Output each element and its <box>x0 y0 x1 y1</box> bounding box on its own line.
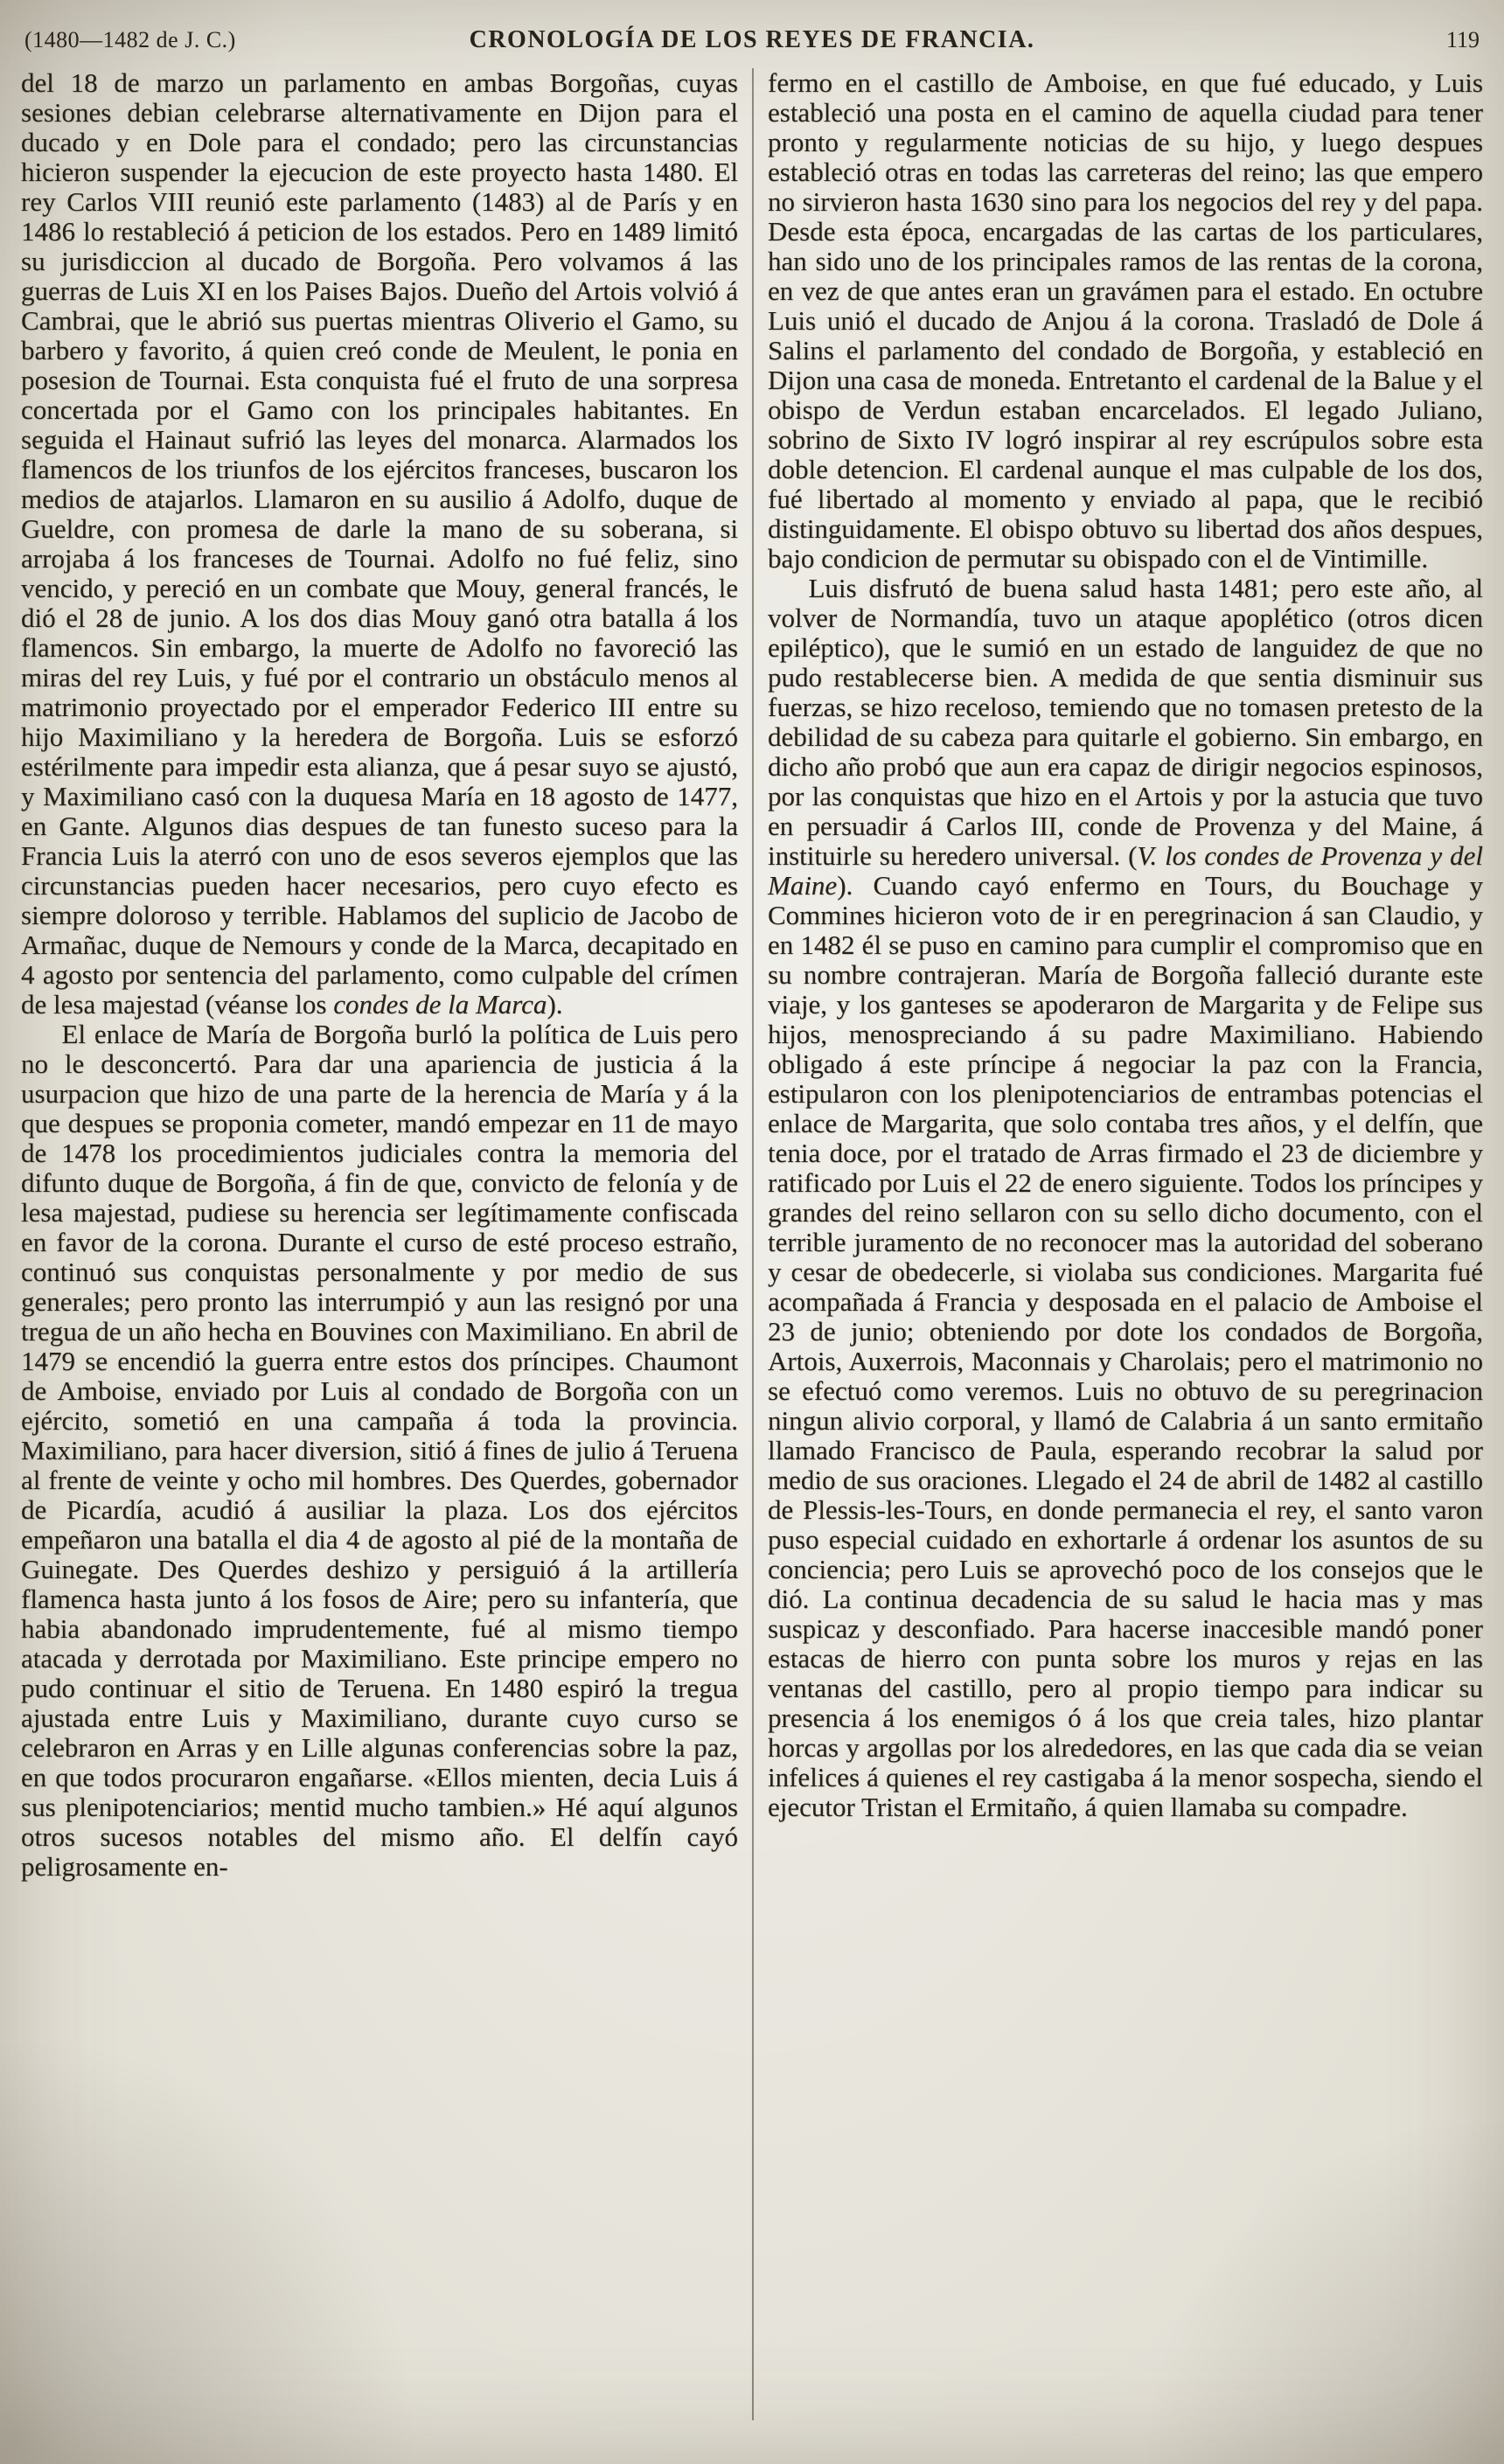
paragraph-text: ). <box>547 989 563 1020</box>
header-date-range: (1480—1482 de J. C.) <box>24 27 236 52</box>
header-page-number: 119 <box>1445 27 1480 52</box>
paragraph <box>21 68 738 1020</box>
running-header <box>21 26 1483 54</box>
paragraph: fermo en el castillo de Amboise, en que fué educado, y Luis estableció una posta en el camino de aquella ciudad para tener pronto y regularmente noticias de su hijo, y luego despues estableció otras en todas las carreteras del reino; las que empero no sirvieron hasta 1630 sino para los negocios del rey y del papa. Desde esta época, encargadas de las cartas de los particulares, han sido uno de los principales ramos de las rentas de la corona, en vez de que antes eran un gravámen para el estado. En octubre Luis unió el ducado de Anjou á la corona. Trasladó de Dole á Salins el parlamento del condado de Borgoña, y estableció en Dijon una casa de moneda. Entretanto el cardenal de la Balue y el obispo de Verdun estaban encarcelados. El legado Juliano, sobrino de Sixto IV logró inspirar al rey escrúpulos sobre esta doble detencion. El cardenal aunque el mas culpable de los dos, fué libertado al momento y enviado al papa, que le recibió distinguidamente. El obispo obtuvo su libertad dos años despues, bajo condicion de permutar su obispado con el de Vintimille. <box>768 67 1483 574</box>
italic-citation: V. los condes de Provenza y del Maine <box>768 840 1483 901</box>
text-columns <box>21 68 1483 2420</box>
column-left <box>21 68 752 2420</box>
paragraph-text: del 18 de marzo un parlamento en ambas Borgoñas, cuyas sesiones debian celebrarse alternativamente en Dijon para el ducado y en Dole para el condado; pero las circunstancias hicieron suspender la ejecucion de este proyecto hasta 1480. El rey Carlos VIII reunió este parlamento (1483) al de París y en 1486 lo restableció á peticion de los estados. Pero en 1489 limitó su jurisdiccion al ducado de Borgoña. Pero volvamos á las guerras de Luis XI en los Paises Bajos. Dueño del Artois volvió á Cambrai, que le abrió sus puertas mientras Oliverio el Gamo, su barbero y favorito, á quien creó conde de Meulent, le ponia en posesion de Tournai. Esta conquista fué el fruto de una sorpresa concertada por el Gamo con los principales habitantes. En seguida el Hainaut sufrió las leyes del monarca. Alarmados los flamencos de los triunfos de los ejércitos franceses, buscaron los medios de atajarlos. Llamaron en su ausilio á Adolfo, duque de Gueldre, con promesa de darle la mano de su soberana, si arrojaba á los franceses de Tournai. Adolfo no fué feliz, sino vencido, y pereció en un combate que Mouy, general francés, le dió el 28 de junio. A los dos dias Mouy ganó otra batalla á los flamencos. Sin embargo, la muerte de Adolfo no favoreció las miras del rey Luis, y fué por el contrario un obstáculo menos al matrimonio proyectado por el emperador Federico III entre su hijo Maximiliano y la heredera de Borgoña. Luis se esforzó estérilmente para impedir esta alianza, que á pesar suyo se ajustó, y Maximiliano casó con la duquesa María en 18 agosto de 1477, en Gante. Algunos dias despues de tan funesto suceso para la Francia Luis la aterró con uno de esos severos ejemplos que las circunstancias pueden hacer necesarios, pero cuyo efecto es siempre doloroso y terrible. Hablamos del suplicio de Jacobo de Armañac, duque de Nemours y conde de la Marca, decapitado en 4 agosto por sentencia del parlamento, como culpable del crímen de lesa majestad (véanse los <box>21 67 738 1020</box>
italic-citation: condes de la Marca <box>333 989 547 1020</box>
column-right <box>752 68 1483 2420</box>
paragraph-text: Luis disfrutó de buena salud hasta 1481; pero este año, al volver de Normandía, tuvo un ataque apoplético (otros dicen epiléptico), que le sumió en un estado de languidez de que no pudo restablecerse bien. A medida de que sentia disminuir sus fuerzas, se hizo receloso, temiendo que no tomasen pretesto de la debilidad de su cabeza para quitarle el gobierno. Sin embargo, en dicho año probó que aun era capaz de dirigir negocios espinosos, por las conquistas que hizo en el Artois y por la astucia que tuvo en persuadir á Carlos III, conde de Provenza y del Maine, á instituirle su heredero universal. ( <box>768 573 1483 871</box>
paragraph-text: ). Cuando cayó enfermo en Tours, du Bouchage y Commines hicieron voto de ir en peregrinacion á san Claudio, y en 1482 él se puso en camino para cumplir el compromiso que en su nombre contrajeran. María de Borgoña falleció durante este viaje, y los ganteses se apoderaron de Margarita y de Felipe sus hijos, menospreciando á su padre Maximiliano. Habiendo obligado á este príncipe á negociar la paz con la Francia, estipularon con los plenipotenciarios de entrambas potencias el enlace de Margarita, que solo contaba tres años, y el delfín, que tenia doce, por el tratado de Arras firmado el 23 de diciembre y ratificado por Luis el 22 de enero siguiente. Todos los príncipes y grandes del reino sellaron con su sello dicho documento, con el terrible juramento de no reconocer mas la autoridad del soberano y cesar de obedecerle, si violaba sus condiciones. Margarita fué acompañada á Francia y desposada en el palacio de Amboise el 23 de junio; obteniendo por dote los condados de Borgoña, Artois, Auxerrois, Maconnais y Charolais; pero el matrimonio no se efectuó como veremos. Luis no obtuvo de su peregrinacion ningun alivio corporal, y llamó de Calabria á un santo ermitaño llamado Francisco de Paula, esperando recobrar la salud por medio de sus oraciones. Llegado el 24 de abril de 1482 al castillo de Plessis-les-Tours, en donde permanecia el rey, el santo varon puso especial cuidado en exhortarle á ordenar los asuntos de su conciencia; pero Luis se aprovechó poco de los consejos que le dió. La continua decadencia de su salud le hacia mas y mas suspicaz y desconfiado. Para hacerse inaccesible mandó poner estacas de hierro con punta sobre los muros y rejas en las ventanas del castillo, pero al propio tiempo para indicar su presencia á los enemigos ó á los que creia tales, hizo plantar horcas y argollas por los alrededores, en las que cada dia se veian infelices á quienes el rey castigaba á la menor sospecha, siendo el ejecutor Tristan el Ermitaño, á quien llamaba su compadre. <box>768 870 1483 1822</box>
header-title: CRONOLOGÍA DE LOS REYES DE FRANCIA. <box>469 26 1035 53</box>
paragraph <box>768 574 1483 1822</box>
paragraph: El enlace de María de Borgoña burló la política de Luis pero no le desconcertó. Para dar una apariencia de justicia á la usurpacion que hizo de una parte de la herencia de María y á la que despues se proponia cometer, mandó empezar en 11 de mayo de 1478 los procedimientos judiciales contra la memoria del difunto duque de Borgoña, á fin de que, convicto de felonía y de lesa majestad, pudiese su herencia ser legítimamente confiscada en favor de la corona. Durante el curso de esté proceso estraño, continuó sus conquistas personalmente y por medio de sus generales; pero pronto las interrumpió y aun las resignó por una tregua de un año hecha en Bouvines con Maximiliano. En abril de 1479 se encendió la guerra entre estos dos príncipes. Chaumont de Amboise, enviado por Luis al condado de Borgoña con un ejército, sometió en una campaña á toda la provincia. Maximiliano, para hacer diversion, sitió á fines de julio á Teruena al frente de veinte y ocho mil hombres. Des Querdes, gobernador de Picardía, acudió á ausiliar la plaza. Los dos ejércitos empeñaron una batalla el dia 4 de agosto al pié de la montaña de Guinegate. Des Querdes deshizo y persiguió á la artillería flamenca hasta junto á los fosos de Aire; pero su infantería, que habia abandonado imprudentemente, fué al mismo tiempo atacada y derrotada por Maximiliano. Este principe empero no pudo continuar el sitio de Teruena. En 1480 espiró la tregua ajustada entre Luis y Maximiliano, durante cuyo curso se celebraron en Arras y en Lille algunas conferencias sobre la paz, en que todos procuraron engañarse. «Ellos mienten, decia Luis á sus plenipotenciarios; mentid mucho tambien.» Hé aquí algunos otros sucesos notables del mismo año. El delfín cayó peligrosamente en- <box>21 1019 738 1882</box>
